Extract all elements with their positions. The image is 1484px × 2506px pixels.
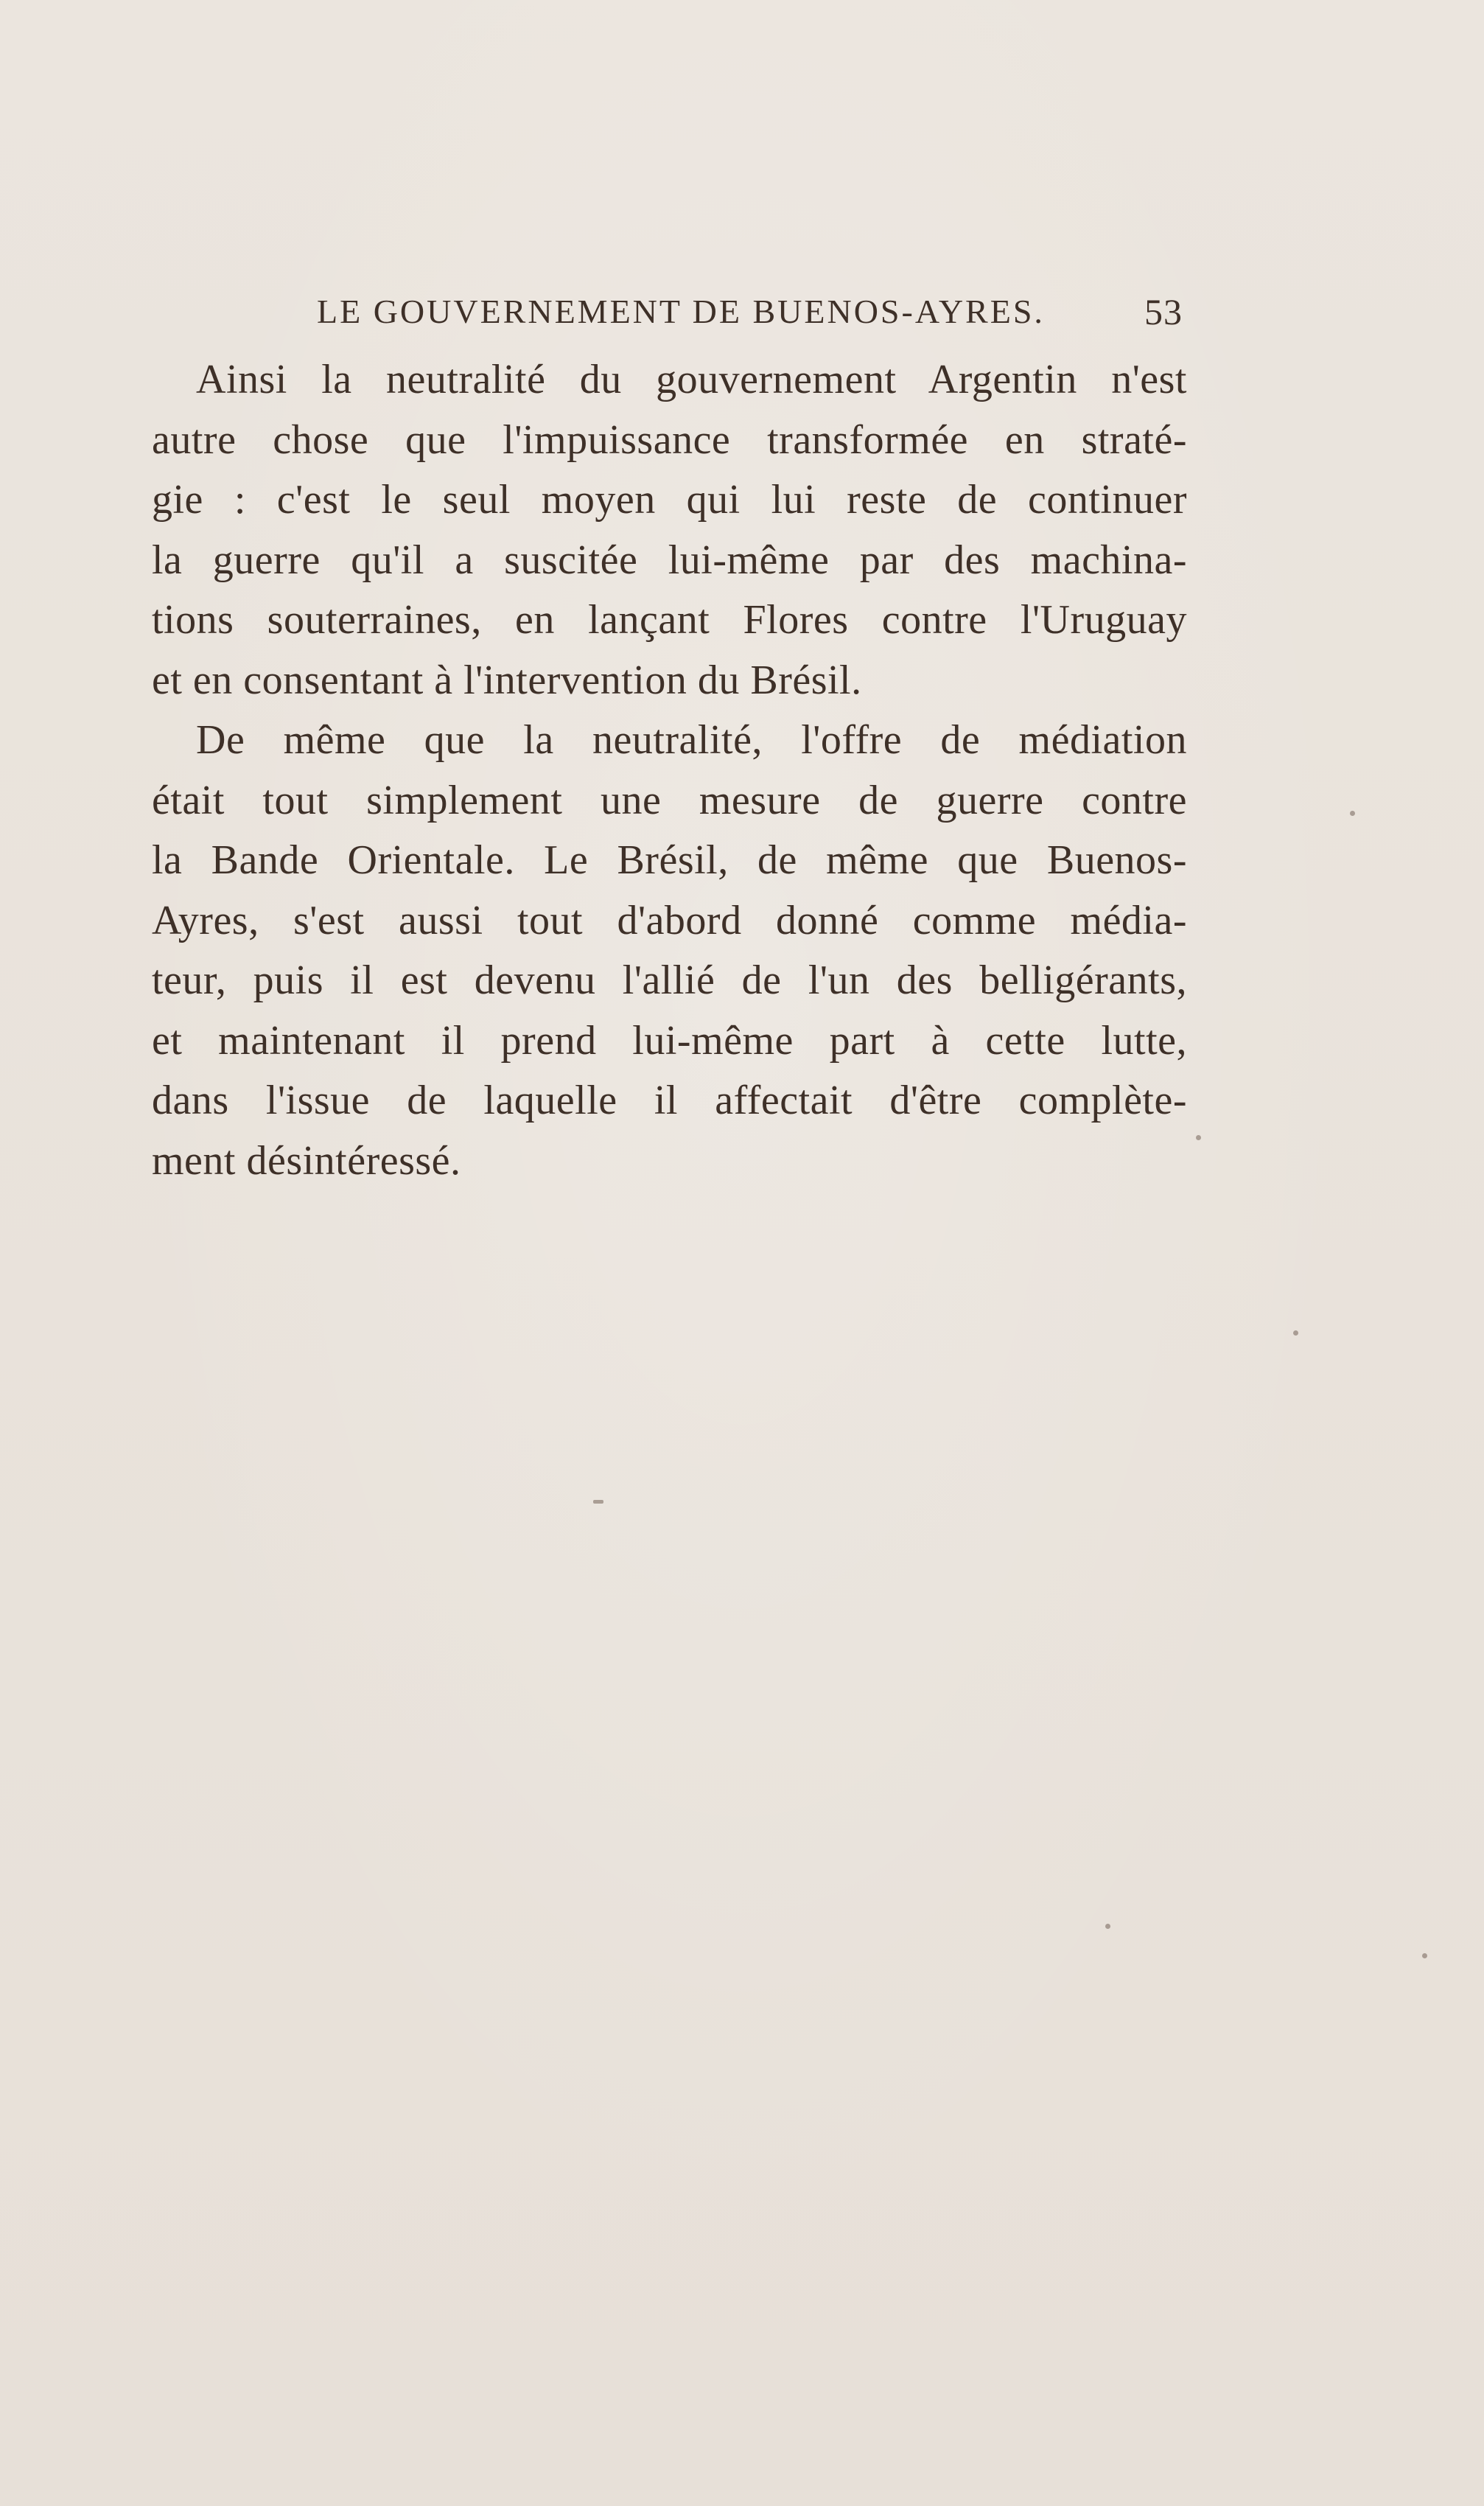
paper-speck <box>1422 1953 1427 1958</box>
text-line: la Bande Orientale. Le Brésil, de même que Buenos- <box>152 837 1187 883</box>
text-line: ment désintéressé. <box>152 1137 461 1184</box>
text-line: Ayres, s'est aussi tout d'abord donné comme média- <box>152 897 1187 943</box>
paragraph-1 <box>152 350 1187 711</box>
paper-speck <box>1350 811 1355 816</box>
text-line: et en consentant à l'intervention du Brésil. <box>152 657 862 703</box>
text-line: De même que la neutralité, l'offre de médiation <box>196 717 1187 763</box>
paper-speck <box>1293 1330 1298 1336</box>
text-line: teur, puis il est devenu l'allié de l'un des belligérants, <box>152 957 1187 1003</box>
text-line: et maintenant il prend lui-même part à cette lutte, <box>152 1017 1187 1064</box>
text-line: Ainsi la neutralité du gouvernement Argentin n'est <box>196 357 1187 402</box>
body-text <box>152 350 1187 1191</box>
text-line: gie : c'est le seul moyen qui lui reste de continuer <box>152 477 1187 523</box>
text-line: dans l'issue de laquelle il affectait d'être complète- <box>152 1078 1187 1123</box>
text-line: était tout simplement une mesure de guerre contre <box>152 777 1187 823</box>
page-number: 53 <box>1144 291 1183 332</box>
paragraph-2 <box>152 711 1187 1191</box>
paper-speck <box>593 1500 603 1504</box>
text-line: tions souterraines, en lançant Flores contre l'Uruguay <box>152 597 1187 643</box>
paper-speck <box>1196 1135 1201 1140</box>
running-head <box>317 286 1183 338</box>
paper-speck <box>1105 1924 1110 1929</box>
running-title: LE GOUVERNEMENT DE BUENOS-AYRES. <box>317 293 1045 330</box>
text-line: autre chose que l'impuissance transformée en straté- <box>152 416 1187 463</box>
text-line: la guerre qu'il a suscitée lui-même par des machina- <box>152 537 1187 583</box>
